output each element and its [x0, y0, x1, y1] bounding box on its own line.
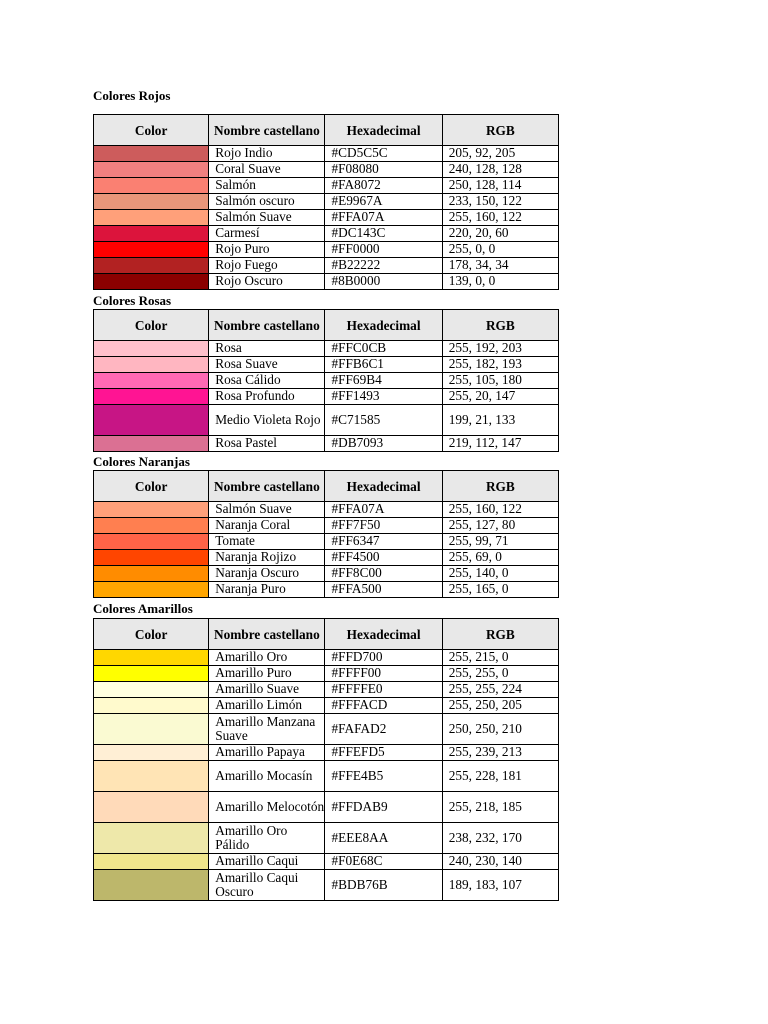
color-hex: #DC143C [325, 226, 442, 242]
color-hex: #FF0000 [325, 242, 442, 258]
color-swatch [94, 178, 209, 194]
color-rgb: 255, 255, 0 [442, 666, 558, 682]
color-table [93, 470, 559, 598]
color-swatch [94, 226, 209, 242]
table-row [94, 566, 559, 582]
header-hex: Hexadecimal [325, 310, 442, 341]
color-name: Amarillo Papaya [209, 745, 325, 761]
color-swatch [94, 518, 209, 534]
color-hex: #FF4500 [325, 550, 442, 566]
color-swatch [94, 373, 209, 389]
table-row [94, 194, 559, 210]
color-swatch [94, 682, 209, 698]
table-row [94, 792, 559, 823]
color-name: Rosa [209, 341, 325, 357]
color-rgb: 255, 99, 71 [442, 534, 558, 550]
color-rgb: 240, 230, 140 [442, 854, 558, 870]
table-row [94, 258, 559, 274]
color-swatch [94, 823, 209, 854]
color-name: Amarillo Puro [209, 666, 325, 682]
color-hex: #CD5C5C [325, 146, 442, 162]
table-row [94, 162, 559, 178]
color-hex: #FFA07A [325, 502, 442, 518]
color-swatch [94, 242, 209, 258]
table-row [94, 518, 559, 534]
color-rgb: 250, 128, 114 [442, 178, 558, 194]
table-row [94, 242, 559, 258]
table-row [94, 502, 559, 518]
table-row [94, 650, 559, 666]
color-rgb: 255, 250, 205 [442, 698, 558, 714]
color-hex: #FA8072 [325, 178, 442, 194]
color-name: Amarillo Melocotón [209, 792, 325, 823]
color-name: Salmón [209, 178, 325, 194]
color-rgb: 220, 20, 60 [442, 226, 558, 242]
table-row [94, 389, 559, 405]
color-swatch [94, 146, 209, 162]
color-hex: #EEE8AA [325, 823, 442, 854]
color-rgb: 255, 182, 193 [442, 357, 558, 373]
color-hex: #FF69B4 [325, 373, 442, 389]
color-rgb: 219, 112, 147 [442, 436, 558, 452]
table-row [94, 405, 559, 436]
table-row [94, 178, 559, 194]
header-rgb: RGB [442, 471, 558, 502]
color-hex: #FFA07A [325, 210, 442, 226]
table-row [94, 210, 559, 226]
table-row [94, 582, 559, 598]
table-row [94, 870, 559, 901]
table-row [94, 745, 559, 761]
color-hex: #FFD700 [325, 650, 442, 666]
color-rgb: 255, 215, 0 [442, 650, 558, 666]
table-row [94, 714, 559, 745]
color-rgb: 255, 0, 0 [442, 242, 558, 258]
color-table [93, 618, 559, 901]
section-title: Colores Rojos [93, 88, 171, 103]
color-swatch [94, 405, 209, 436]
color-rgb: 250, 250, 210 [442, 714, 558, 745]
table-header-row [94, 115, 559, 146]
section-title: Colores Amarillos [93, 601, 193, 616]
color-rgb: 255, 218, 185 [442, 792, 558, 823]
header-color: Color [94, 619, 209, 650]
table-row [94, 274, 559, 290]
color-rgb: 255, 239, 213 [442, 745, 558, 761]
color-rgb: 255, 69, 0 [442, 550, 558, 566]
color-hex: #C71585 [325, 405, 442, 436]
color-rgb: 233, 150, 122 [442, 194, 558, 210]
color-name: Tomate [209, 534, 325, 550]
color-name: Rojo Indio [209, 146, 325, 162]
color-rgb: 189, 183, 107 [442, 870, 558, 901]
section-title: Colores Naranjas [93, 454, 190, 469]
color-swatch [94, 341, 209, 357]
color-name: Naranja Puro [209, 582, 325, 598]
color-swatch [94, 666, 209, 682]
color-hex: #FFA500 [325, 582, 442, 598]
color-rgb: 255, 255, 224 [442, 682, 558, 698]
color-swatch [94, 870, 209, 901]
color-name: Salmón oscuro [209, 194, 325, 210]
header-name: Nombre castellano [209, 115, 325, 146]
table-header-row [94, 471, 559, 502]
color-name: Naranja Oscuro [209, 566, 325, 582]
color-rgb: 255, 140, 0 [442, 566, 558, 582]
header-rgb: RGB [442, 115, 558, 146]
color-swatch [94, 714, 209, 745]
table-row [94, 550, 559, 566]
color-rgb: 255, 160, 122 [442, 502, 558, 518]
table-row [94, 226, 559, 242]
color-swatch [94, 162, 209, 178]
color-name: Amarillo Oro Pálido [209, 823, 325, 854]
table-row [94, 146, 559, 162]
color-name: Amarillo Manzana Suave [209, 714, 325, 745]
color-name: Amarillo Mocasín [209, 761, 325, 792]
color-rgb: 255, 127, 80 [442, 518, 558, 534]
table-header-row [94, 310, 559, 341]
color-name: Amarillo Caqui Oscuro [209, 870, 325, 901]
color-swatch [94, 854, 209, 870]
color-swatch [94, 436, 209, 452]
color-name: Rojo Puro [209, 242, 325, 258]
table-row [94, 698, 559, 714]
color-name: Amarillo Caqui [209, 854, 325, 870]
color-hex: #FF7F50 [325, 518, 442, 534]
header-hex: Hexadecimal [325, 619, 442, 650]
table-row [94, 854, 559, 870]
header-rgb: RGB [442, 619, 558, 650]
color-rgb: 255, 228, 181 [442, 761, 558, 792]
color-rgb: 199, 21, 133 [442, 405, 558, 436]
color-hex: #FFE4B5 [325, 761, 442, 792]
table-row [94, 534, 559, 550]
color-hex: #BDB76B [325, 870, 442, 901]
header-color: Color [94, 471, 209, 502]
color-name: Coral Suave [209, 162, 325, 178]
color-name: Amarillo Oro [209, 650, 325, 666]
color-rgb: 205, 92, 205 [442, 146, 558, 162]
color-swatch [94, 389, 209, 405]
color-rgb: 255, 105, 180 [442, 373, 558, 389]
table-row [94, 436, 559, 452]
color-hex: #FFDAB9 [325, 792, 442, 823]
color-rgb: 255, 20, 147 [442, 389, 558, 405]
color-swatch [94, 210, 209, 226]
color-name: Amarillo Suave [209, 682, 325, 698]
table-row [94, 823, 559, 854]
color-table [93, 114, 559, 290]
color-hex: #DB7093 [325, 436, 442, 452]
color-name: Rojo Oscuro [209, 274, 325, 290]
color-name: Rosa Suave [209, 357, 325, 373]
table-row [94, 341, 559, 357]
table-row [94, 682, 559, 698]
color-swatch [94, 274, 209, 290]
color-swatch [94, 650, 209, 666]
color-hex: #FFFF00 [325, 666, 442, 682]
color-swatch [94, 357, 209, 373]
color-rgb: 238, 232, 170 [442, 823, 558, 854]
color-hex: #FF1493 [325, 389, 442, 405]
section-title: Colores Rosas [93, 293, 172, 308]
color-rgb: 255, 192, 203 [442, 341, 558, 357]
color-hex: #FF8C00 [325, 566, 442, 582]
color-rgb: 240, 128, 128 [442, 162, 558, 178]
color-name: Naranja Rojizo [209, 550, 325, 566]
header-hex: Hexadecimal [325, 471, 442, 502]
color-rgb: 178, 34, 34 [442, 258, 558, 274]
header-rgb: RGB [442, 310, 558, 341]
color-swatch [94, 534, 209, 550]
color-name: Medio Violeta Rojo [209, 405, 325, 436]
color-table [93, 309, 559, 452]
color-hex: #FFEFD5 [325, 745, 442, 761]
color-hex: #FFB6C1 [325, 357, 442, 373]
color-hex: #FF6347 [325, 534, 442, 550]
color-swatch [94, 258, 209, 274]
table-row [94, 666, 559, 682]
header-name: Nombre castellano [209, 619, 325, 650]
color-swatch [94, 582, 209, 598]
color-swatch [94, 502, 209, 518]
header-hex: Hexadecimal [325, 115, 442, 146]
color-name: Salmón Suave [209, 210, 325, 226]
color-rgb: 139, 0, 0 [442, 274, 558, 290]
color-swatch [94, 698, 209, 714]
color-name: Rojo Fuego [209, 258, 325, 274]
header-color: Color [94, 310, 209, 341]
header-color: Color [94, 115, 209, 146]
color-name: Salmón Suave [209, 502, 325, 518]
color-hex: #FAFAD2 [325, 714, 442, 745]
header-name: Nombre castellano [209, 471, 325, 502]
color-hex: #FFFFE0 [325, 682, 442, 698]
color-hex: #F0E68C [325, 854, 442, 870]
table-row [94, 373, 559, 389]
color-rgb: 255, 165, 0 [442, 582, 558, 598]
color-name: Rosa Cálido [209, 373, 325, 389]
color-swatch [94, 566, 209, 582]
color-swatch [94, 745, 209, 761]
color-hex: #FFC0CB [325, 341, 442, 357]
color-name: Rosa Pastel [209, 436, 325, 452]
table-header-row [94, 619, 559, 650]
color-swatch [94, 792, 209, 823]
color-hex: #B22222 [325, 258, 442, 274]
color-hex: #8B0000 [325, 274, 442, 290]
table-row [94, 761, 559, 792]
color-swatch [94, 550, 209, 566]
color-name: Carmesí [209, 226, 325, 242]
color-swatch [94, 194, 209, 210]
color-name: Rosa Profundo [209, 389, 325, 405]
header-name: Nombre castellano [209, 310, 325, 341]
color-hex: #E9967A [325, 194, 442, 210]
color-rgb: 255, 160, 122 [442, 210, 558, 226]
table-row [94, 357, 559, 373]
color-name: Naranja Coral [209, 518, 325, 534]
color-swatch [94, 761, 209, 792]
color-hex: #FFFACD [325, 698, 442, 714]
color-hex: #F08080 [325, 162, 442, 178]
color-name: Amarillo Limón [209, 698, 325, 714]
